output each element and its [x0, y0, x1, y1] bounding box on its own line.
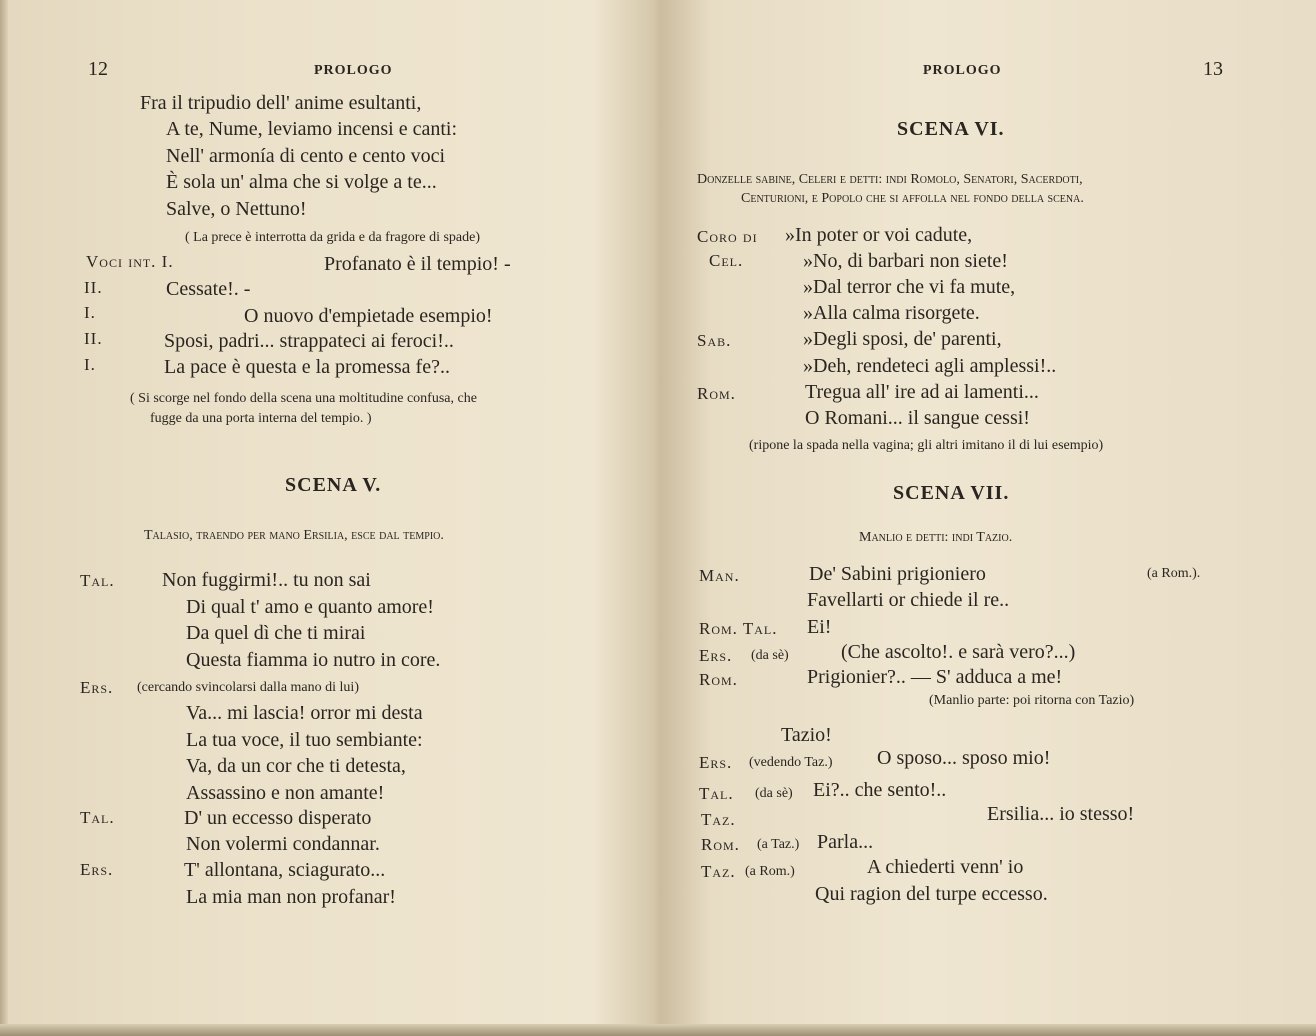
verse-line: Cessate!. -: [166, 278, 251, 300]
stage-direction: (Manlio parte: poi ritorna con Tazio): [929, 693, 1135, 708]
verse-line: Tazio!: [781, 724, 832, 746]
speaker: II.: [84, 278, 103, 297]
stage-direction: (cercando svincolarsi dalla mano di lui): [137, 680, 359, 695]
verse-line: Da quel dì che ti mirai: [186, 622, 366, 644]
verse-line: Sposi, padri... strappateci ai feroci!..: [164, 330, 454, 352]
stage-direction: (da sè): [755, 786, 793, 801]
page-number: 12: [88, 58, 108, 80]
stage-direction: (ripone la spada nella vagina; gli altri imitano il di lui esempio): [749, 438, 1104, 453]
verse-line: Qui ragion del turpe eccesso.: [815, 883, 1048, 905]
speaker: Rom.: [701, 835, 740, 854]
page-number: 13: [1203, 58, 1223, 80]
verse-line: Tregua all' ire ad ai lamenti...: [805, 381, 1039, 403]
speaker: Coro di: [697, 227, 758, 246]
verse-line: È sola un' alma che si volge a te...: [166, 171, 437, 193]
verse-line: La mia man non profanar!: [186, 886, 396, 908]
verse-line: »In poter or voi cadute,: [785, 224, 973, 246]
speaker: Ers.: [80, 860, 114, 879]
verse-line: Profanato è il tempio! -: [324, 253, 511, 275]
scene-intro: Donzelle sabine, Celeri e detti: indi Romolo, Senatori, Sacerdoti,: [697, 172, 1083, 187]
verse-line: Prigionier?.. — S' adduca a me!: [807, 666, 1063, 688]
speaker: Rom.: [697, 384, 736, 403]
speaker: Ers.: [699, 753, 733, 772]
speaker: Sab.: [697, 331, 732, 350]
verse-line: Assassino e non amante!: [186, 782, 385, 804]
stage-direction: (a Rom.): [745, 864, 795, 879]
verse-line: »Alla calma risorgete.: [803, 302, 980, 324]
scene-title: SCENA VI.: [897, 118, 1005, 140]
verse-line: De' Sabini prigioniero: [809, 563, 986, 585]
verse-line: La tua voce, il tuo sembiante:: [186, 729, 423, 751]
verse-line: Ersilia... io stesso!: [987, 803, 1135, 825]
right-page: [661, 0, 1316, 1036]
speaker: Tal.: [80, 808, 115, 827]
verse-line: Va... mi lascia! orror mi desta: [186, 702, 423, 724]
verse-line: A chiederti venn' io: [867, 856, 1024, 878]
speaker: Taz.: [701, 810, 736, 829]
verse-line: La pace è questa e la promessa fe?..: [164, 356, 450, 378]
speaker: Ers.: [80, 678, 114, 697]
verse-line: Non fuggirmi!.. tu non sai: [162, 569, 371, 591]
verse-line: Parla...: [817, 831, 874, 853]
speaker: Rom.: [699, 670, 738, 689]
verse-line: O nuovo d'empietade esempio!: [244, 305, 493, 327]
speaker: I.: [84, 303, 96, 322]
speaker: Ers.: [699, 646, 733, 665]
speaker: Tal.: [80, 571, 115, 590]
left-page: [0, 0, 655, 1036]
speaker: II.: [84, 329, 103, 348]
verse-line: A te, Nume, leviamo incensi e canti:: [166, 118, 458, 140]
verse-line: »Deh, rendeteci agli amplessi!..: [803, 355, 1057, 377]
speaker: Man.: [699, 566, 740, 585]
verse-line: O Romani... il sangue cessi!: [805, 407, 1030, 429]
scene-title: SCENA V.: [285, 474, 382, 496]
speaker: Tal.: [699, 784, 734, 803]
speaker: Rom. Tal.: [699, 619, 778, 638]
verse-line: Ei!: [807, 616, 832, 638]
speaker: I.: [84, 355, 96, 374]
running-head: PROLOGO: [314, 63, 393, 78]
verse-line: »Dal terror che vi fa mute,: [803, 276, 1016, 298]
speaker: Taz.: [701, 862, 736, 881]
verse-line: Favellarti or chiede il re..: [807, 589, 1010, 611]
scene-intro: Centurioni, e Popolo che si affolla nel fondo della scena.: [741, 191, 1084, 206]
verse-line: Nell' armonía di cento e cento voci: [166, 145, 446, 167]
speaker: Voci int. I.: [86, 252, 174, 271]
stage-direction: (a Rom.).: [1147, 566, 1201, 581]
verse-line: Questa fiamma io nutro in core.: [186, 649, 441, 671]
verse-line: Ei?.. che sento!..: [813, 779, 947, 801]
stage-direction: (da sè): [751, 648, 789, 663]
verse-line: Fra il tripudio dell' anime esultanti,: [140, 92, 422, 114]
verse-line: Di qual t' amo e quanto amore!: [186, 596, 434, 618]
stage-direction: fugge da una porta interna del tempio. ): [150, 411, 372, 426]
verse-line: T' allontana, sciagurato...: [184, 859, 386, 881]
verse-line: »Degli sposi, de' parenti,: [803, 328, 1002, 350]
verse-line: Non volermi condannar.: [186, 833, 380, 855]
stage-direction: (a Taz.): [757, 837, 800, 852]
stage-direction: (vedendo Taz.): [749, 755, 833, 770]
scene-title: SCENA VII.: [893, 482, 1010, 504]
scene-intro: Talasio, traendo per mano Ersilia, esce dal tempio.: [144, 528, 444, 543]
stage-direction: ( Si scorge nel fondo della scena una moltitudine confusa, che: [130, 391, 477, 406]
speaker: Cel.: [709, 251, 744, 270]
stage-direction: ( La prece è interrotta da grida e da fragore di spade): [185, 230, 481, 245]
verse-line: Salve, o Nettuno!: [166, 198, 307, 220]
verse-line: (Che ascolto!. e sarà vero?...): [841, 641, 1076, 663]
verse-line: Va, da un cor che ti detesta,: [186, 755, 406, 777]
running-head: PROLOGO: [923, 63, 1002, 78]
scene-intro: Manlio e detti: indi Tazio.: [859, 530, 1013, 545]
verse-line: O sposo... sposo mio!: [877, 747, 1051, 769]
verse-line: D' un eccesso disperato: [184, 807, 372, 829]
verse-line: »No, di barbari non siete!: [803, 250, 1008, 272]
